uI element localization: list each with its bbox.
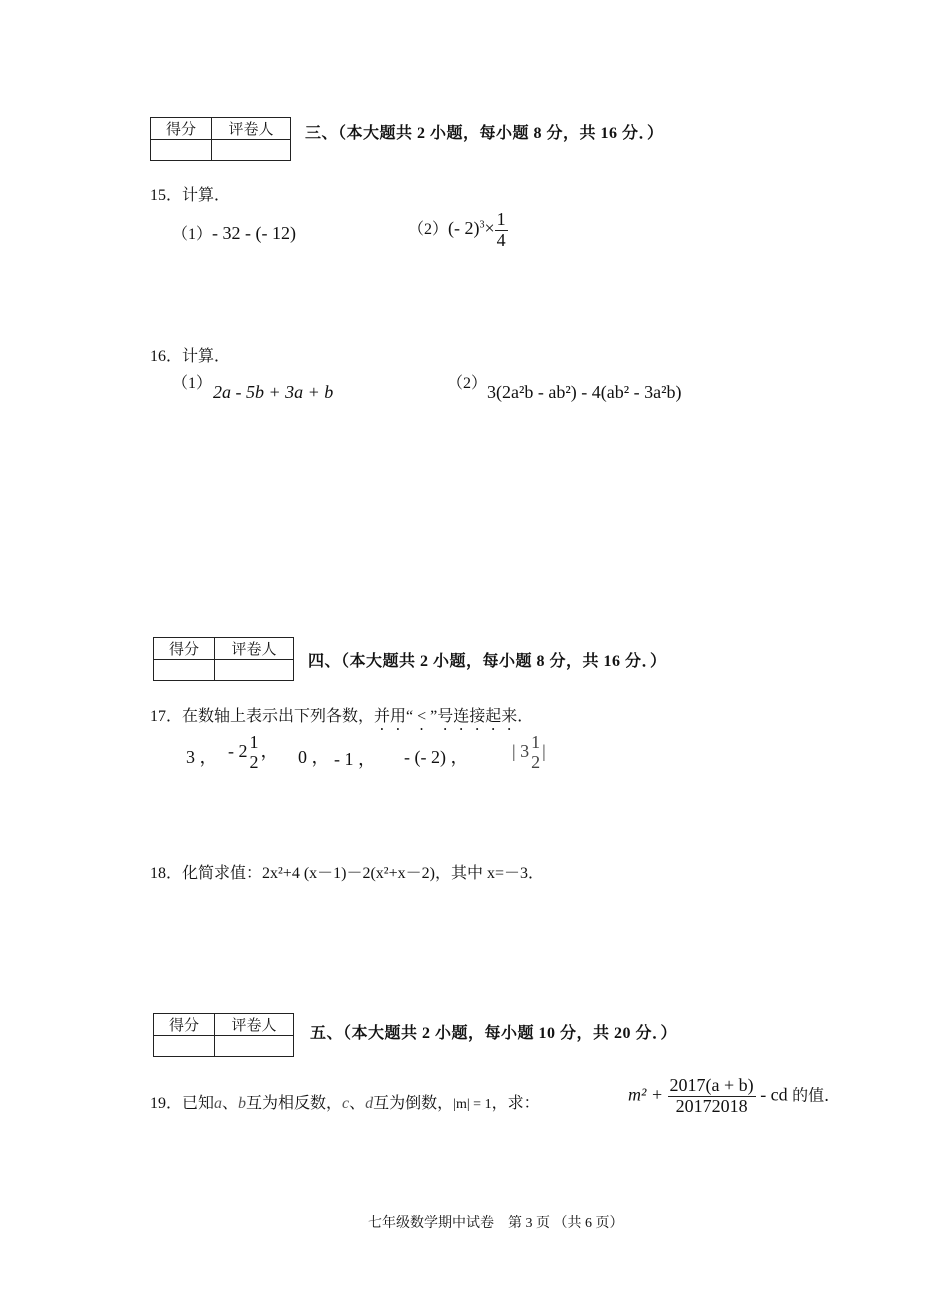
q17-number-1: 3 ， xyxy=(186,747,218,767)
q17-label-emphasis: 并用“ < ”号连接起来 xyxy=(374,708,518,725)
q19-expression xyxy=(628,1076,840,1117)
grader-cell[interactable] xyxy=(212,140,291,161)
q15-part1 xyxy=(172,221,296,244)
fraction-numerator: 1 xyxy=(496,209,506,229)
q15-part1-label: （1） xyxy=(172,226,213,243)
q19-label: 19．已知 xyxy=(150,1095,215,1112)
q16-part2-expr: 3(2a²b - ab²) - 4(ab² - 3a²b) xyxy=(487,382,682,402)
q17-number-6-close: | xyxy=(542,740,546,761)
q19-sep-1: 、 xyxy=(222,1095,239,1112)
q17-number-6-fraction xyxy=(529,733,542,773)
section-4-title: 四、（本大题共 2 小题，每小题 8 分，共 16 分．） xyxy=(308,653,667,670)
q19-sep-2: 、 xyxy=(349,1095,366,1112)
q15-part2 xyxy=(408,210,508,251)
q17-number-5: - (- 2) ， xyxy=(404,747,469,767)
q17-number-6-open: | 3 xyxy=(512,740,530,761)
fraction-numerator: 1 xyxy=(531,732,541,752)
q17-number-2 xyxy=(228,733,279,773)
section-3-title: 三、（本大题共 2 小题，每小题 8 分，共 16 分．） xyxy=(305,125,664,142)
page-footer: 七年级数学期中试卷 第 3 页 （共 6 页） xyxy=(368,1216,624,1231)
q15-part1-expr: - 32 - (- 12) xyxy=(212,223,296,243)
q15-part2-base: (- 2) xyxy=(448,217,480,238)
score-cell[interactable] xyxy=(151,140,212,161)
q16-part1-expr: 2a - 5b + 3a + b xyxy=(213,382,334,402)
fraction-numerator: 2017(a + b) xyxy=(669,1075,754,1095)
q19-var-c: c xyxy=(342,1095,350,1112)
q19-text-d: 互为倒数， xyxy=(373,1095,454,1112)
q19-tail-text: 的值． xyxy=(792,1087,841,1105)
q16-part2-label: （2） xyxy=(447,375,488,392)
q19-text-b: 互为相反数， xyxy=(246,1095,343,1112)
question-16-label: 16．计算． xyxy=(150,348,231,365)
fraction-denominator: 2 xyxy=(249,751,259,772)
q17-label-start: 17．在数轴上表示出下列各数， xyxy=(150,708,375,725)
q19-var-a: a xyxy=(214,1095,223,1112)
q17-number-4: - 1 ， xyxy=(334,749,376,769)
fraction-numerator: 1 xyxy=(249,732,259,752)
q19-tail-expr: - cd xyxy=(760,1084,788,1105)
q15-part2-times: × xyxy=(484,217,495,238)
score-header: 得分 xyxy=(154,638,215,660)
q17-number-2-whole: - 2 xyxy=(228,740,248,761)
grader-header: 评卷人 xyxy=(215,638,294,660)
q15-part2-exponent: 3 xyxy=(479,219,485,231)
q17-number-2-comma: ， xyxy=(260,740,279,761)
q16-part1-label: （1） xyxy=(172,375,213,392)
grader-header: 评卷人 xyxy=(215,1014,294,1036)
fraction-denominator: 4 xyxy=(496,229,506,250)
q19-text-ask: ，求： xyxy=(491,1095,540,1112)
q17-number-3: 0 ， xyxy=(298,747,330,767)
grader-header: 评卷人 xyxy=(212,118,291,140)
q15-part2-label: （2） xyxy=(408,220,449,238)
q17-label-end: ． xyxy=(517,708,534,725)
score-cell[interactable] xyxy=(154,660,215,681)
q19-m-squared: m² + xyxy=(628,1084,664,1105)
score-header: 得分 xyxy=(154,1014,215,1036)
fraction-denominator: 2 xyxy=(531,751,541,772)
question-17-label xyxy=(150,703,533,734)
q15-part2-fraction xyxy=(495,210,508,251)
question-15-label: 15．计算． xyxy=(150,187,231,204)
score-cell[interactable] xyxy=(154,1036,215,1057)
q19-fraction xyxy=(668,1076,756,1117)
grader-cell[interactable] xyxy=(215,1036,294,1057)
question-18: 18．化简求值：2x²+4 (x－1)－2(x²+x－2)，其中 x=－3． xyxy=(150,865,544,882)
section-5-title: 五、（本大题共 2 小题，每小题 10 分，共 20 分．） xyxy=(310,1025,678,1042)
score-box xyxy=(150,117,291,161)
score-header: 得分 xyxy=(151,118,212,140)
fraction-denominator: 20172018 xyxy=(668,1096,756,1117)
score-box xyxy=(153,637,294,681)
q19-var-d: d xyxy=(365,1095,374,1112)
q17-number-6 xyxy=(512,733,546,773)
score-box xyxy=(153,1013,294,1057)
q19-abs-m: |m| = 1 xyxy=(453,1097,492,1112)
q19-var-b: b xyxy=(238,1095,247,1112)
question-19 xyxy=(150,1090,540,1113)
grader-cell[interactable] xyxy=(215,660,294,681)
q17-number-2-fraction xyxy=(248,733,261,773)
